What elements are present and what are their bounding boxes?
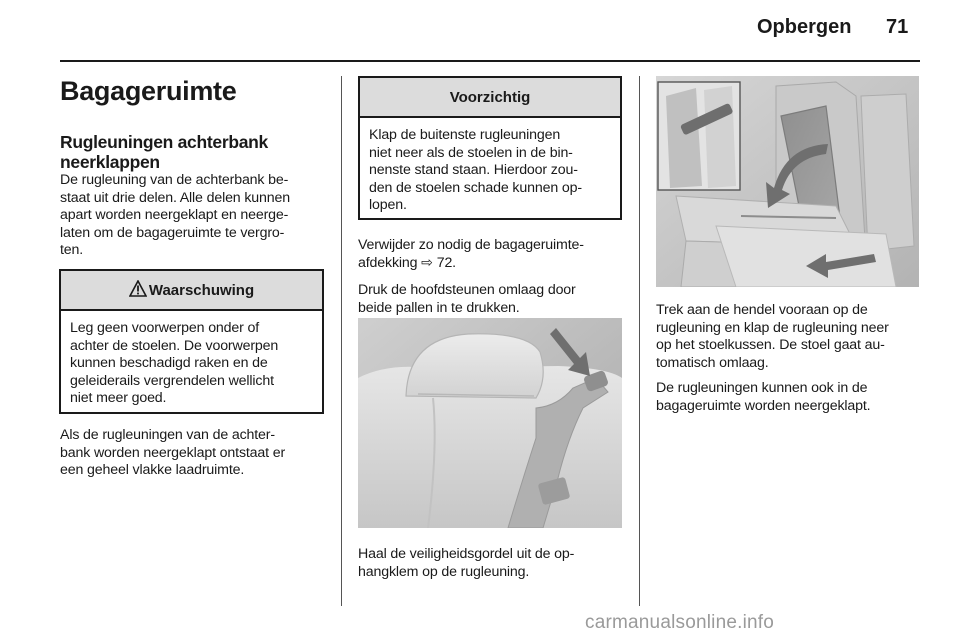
paragraph-line: Verwijder zo nodig de bagageruimte- [358,237,584,253]
paragraph-line: rugleuning en klap de rugleuning neer [656,319,889,336]
intro-paragraph [60,172,335,260]
outro-line: een geheel vlakke laadruimte. [60,462,245,478]
caution-box [358,76,622,220]
paragraph-line: Druk de hoofdsteunen omlaag door [358,282,576,298]
paragraph-line: hangklem op de rugleuning. [358,563,530,580]
outro-paragraph [60,427,335,480]
column-divider-2 [639,76,640,606]
intro-line: laten om de bagageruimte te vergro- [60,224,285,241]
caution-line: lopen. [369,197,407,213]
belt-paragraph [358,546,633,581]
caution-line: niet neer als de stoelen in de bin- [369,144,573,161]
paragraph-line: Trek aan de hendel vooraan op de [656,302,868,318]
cover-removal-paragraph [358,237,633,272]
paragraph-line: De rugleuningen kunnen ook in de [656,380,868,396]
paragraph-line: afdekking ⇨ 72. [358,254,456,271]
folding-seat-illustration [656,76,919,287]
intro-line: ten. [60,242,84,258]
warning-box [59,269,324,414]
warning-box-header [61,271,322,311]
warning-line: kunnen beschadigd raken en de [70,355,268,371]
headrest-illustration [358,318,622,528]
caution-line: nenste stand staan. Hierdoor zou- [369,162,578,178]
page-number: 71 [886,16,909,38]
outro-line: bank worden neergeklapt ontstaat er [60,444,286,461]
intro-line: apart worden neergeklapt en neerge- [60,207,289,223]
warning-line: geleiderails vergrendelen wellicht [70,372,274,389]
running-header-title: Opbergen [757,16,852,38]
caution-box-header [360,78,620,118]
section-title: Bagageruimte [60,76,237,106]
paragraph-line: bagageruimte worden neergeklapt. [656,397,871,414]
paragraph-line: beide pallen in te drukken. [358,299,520,316]
warning-line: niet meer goed. [70,390,167,406]
warning-line: achter de stoelen. De voorwerpen [70,337,279,354]
trunk-folding-paragraph [656,380,926,415]
warning-line: Leg geen voorwerpen onder of [70,320,260,336]
folding-instructions-paragraph [656,302,926,372]
caution-title: Voorzichtig [449,88,531,106]
intro-line: De rugleuning van de achterbank be- [60,172,289,188]
warning-triangle-icon [129,280,147,301]
caution-line: den de stoelen schade kunnen op- [369,179,582,196]
paragraph-line: op het stoelkussen. De stoel gaat au- [656,337,885,353]
subsection-title: Rugleuningen achterbank neerklappen [60,132,268,172]
warning-title: Waarschuwing [148,281,255,299]
column-divider-1 [341,76,342,606]
header-rule [60,60,920,62]
paragraph-line: tomatisch omlaag. [656,354,769,371]
caution-body [360,118,620,223]
caution-line: Klap de buitenste rugleuningen [369,127,561,143]
intro-line: staat uit drie delen. Alle delen kunnen [60,189,290,206]
warning-body [61,311,322,416]
outro-line: Als de rugleuningen van de achter- [60,427,275,443]
watermark-link[interactable]: carmanualsonline.info [585,612,775,633]
headrest-paragraph [358,282,633,317]
paragraph-line: Haal de veiligheidsgordel uit de op- [358,546,575,562]
